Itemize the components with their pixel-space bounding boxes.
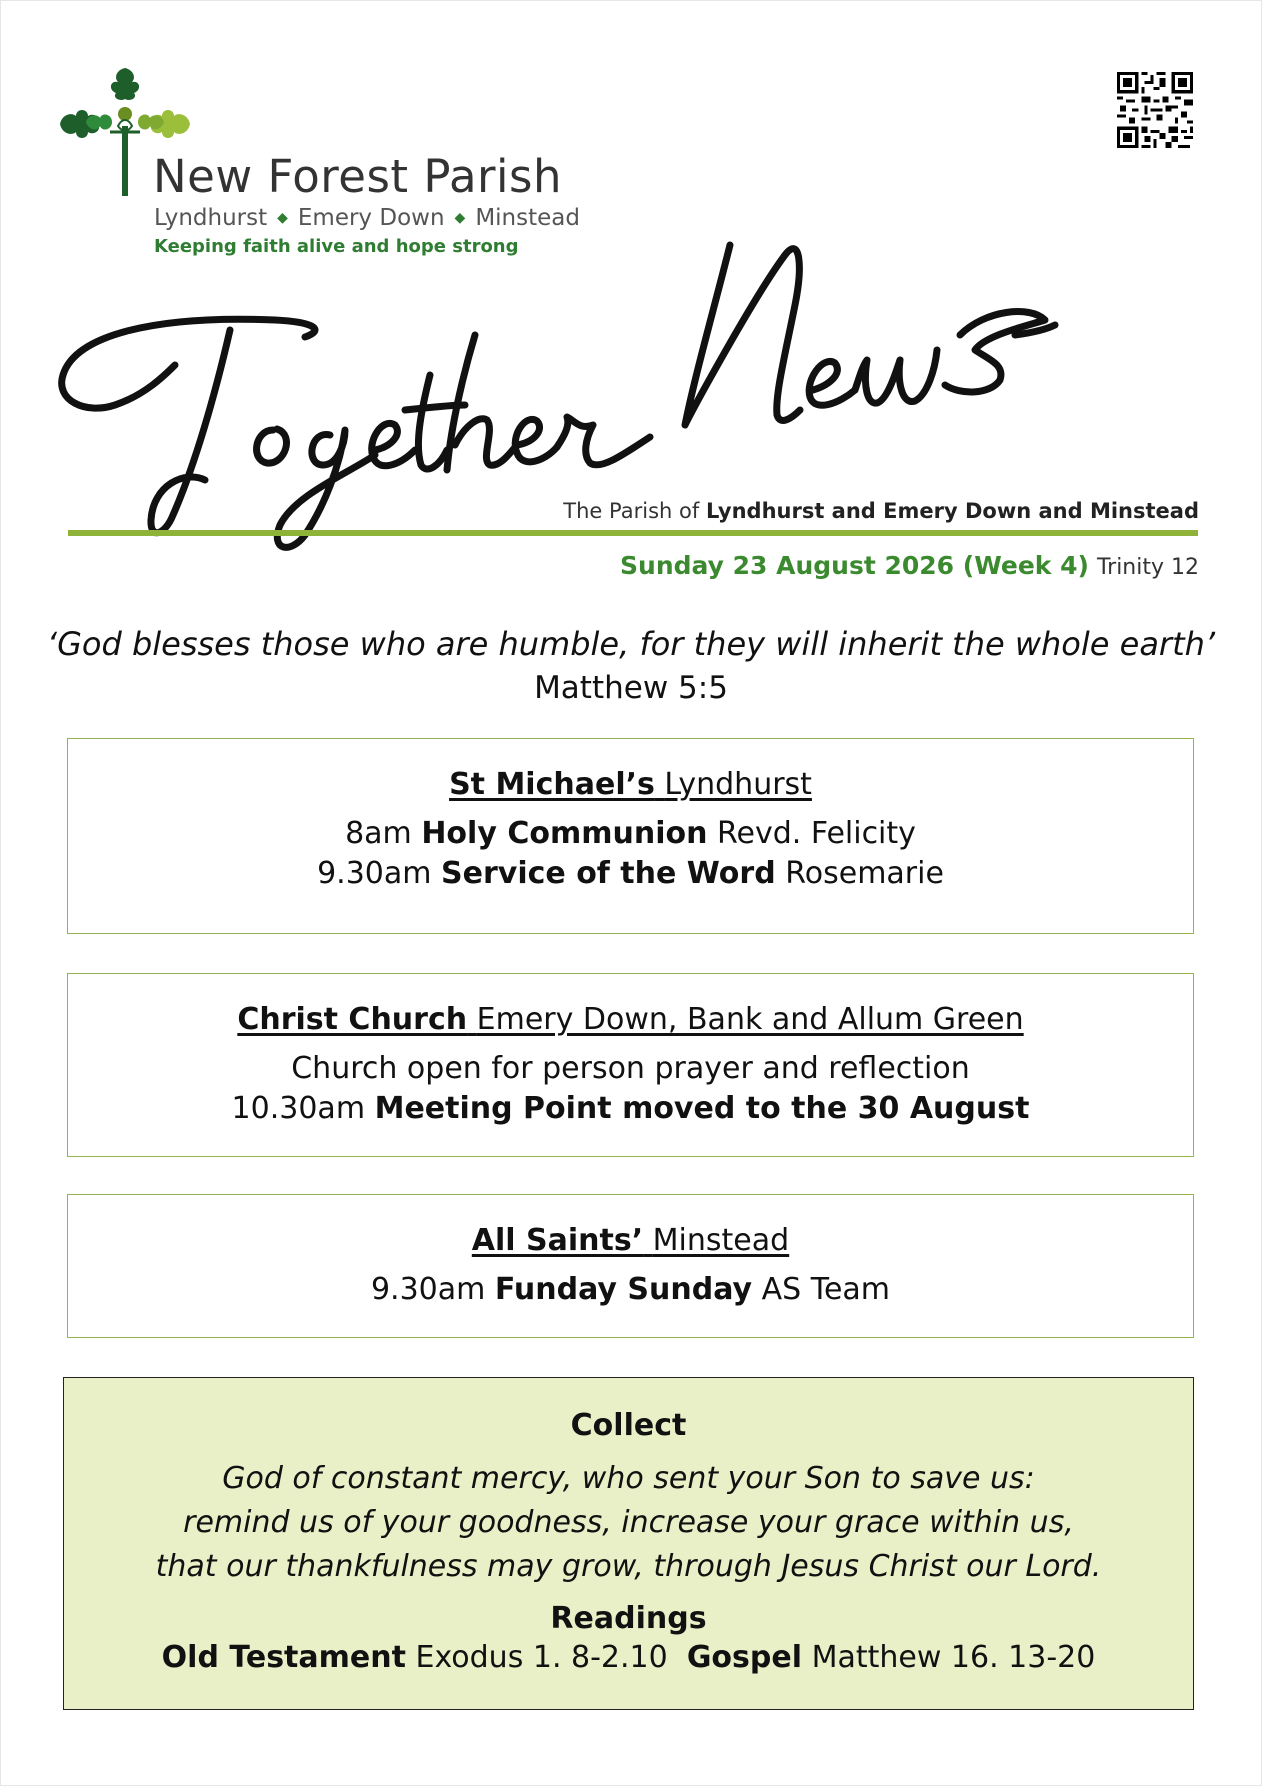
service-note: Church open for person prayer and reflection [291, 1051, 970, 1086]
service-box-christ-church [67, 973, 1194, 1157]
issue-date-line [620, 551, 1199, 580]
church-location: Lyndhurst [664, 767, 812, 802]
service-time: 10.30am [231, 1091, 366, 1126]
service-line [68, 1049, 1193, 1089]
org-tagline: Keeping faith alive and hope strong [154, 236, 519, 257]
service-line [68, 1270, 1193, 1310]
service-time: 9.30am [317, 856, 432, 891]
church-name [68, 767, 1193, 802]
service-type: Funday Sunday [494, 1272, 753, 1307]
old-testament-ref: Exodus 1. 8-2.10 [415, 1640, 668, 1675]
service-box-all-saints [67, 1194, 1194, 1338]
collect-line: remind us of your goodness, increase your grace within us, [183, 1505, 1074, 1540]
service-type: Holy Communion [421, 816, 708, 851]
service-time: 8am [345, 816, 412, 851]
collect-title: Collect [570, 1408, 687, 1443]
service-time: 9.30am [370, 1272, 486, 1307]
church-location: Minstead [652, 1223, 790, 1258]
readings-title: Readings [550, 1601, 707, 1636]
qr-code-icon[interactable] [1117, 72, 1193, 148]
service-line [68, 814, 1193, 854]
collect-line: that our thankfulness may grow, through Jesus Christ our Lord. [155, 1549, 1102, 1584]
service-leader: Revd. Felicity [717, 816, 916, 851]
church-name [68, 1223, 1193, 1258]
readings-line [64, 1636, 1193, 1680]
old-testament-label: Old Testament [161, 1640, 406, 1675]
church-name [68, 1002, 1193, 1037]
place-lyndhurst: Lyndhurst [154, 205, 268, 231]
gospel-ref: Matthew 16. 13-20 [811, 1640, 1096, 1675]
service-type: Service of the Word [441, 856, 776, 891]
parish-prefix: The Parish of [563, 499, 700, 523]
service-line [68, 1089, 1193, 1129]
bible-verse: ‘God blesses those who are humble, for they will inherit the whole earth’ [46, 625, 1216, 663]
org-name: New Forest Parish [153, 150, 563, 203]
liturgical-week: Trinity 12 [1096, 555, 1199, 580]
service-line [68, 854, 1193, 894]
church-name-bold: St Michael’s [449, 767, 655, 802]
collect-box [63, 1377, 1194, 1710]
place-minstead: Minstead [475, 205, 580, 231]
service-box-st-michaels [67, 738, 1194, 934]
collect-line: God of constant mercy, who sent your Son to save us: [222, 1461, 1035, 1496]
service-leader: AS Team [761, 1272, 891, 1307]
issue-date: Sunday 23 August 2026 (Week 4) [620, 551, 1089, 580]
church-name-bold: Christ Church [237, 1002, 468, 1037]
masthead-divider [68, 530, 1198, 536]
diamond-icon: ◆ [454, 210, 466, 226]
church-name-bold: All Saints’ [471, 1223, 644, 1258]
service-leader: Rosemarie [785, 856, 944, 891]
parish-line [563, 499, 1199, 523]
church-location: Emery Down, Bank and Allum Green [476, 1002, 1024, 1037]
service-type: Meeting Point moved to the 30 August [374, 1091, 1030, 1126]
gospel-label: Gospel [686, 1640, 803, 1675]
parish-names: Lyndhurst and Emery Down and Minstead [705, 499, 1199, 523]
diamond-icon: ◆ [277, 210, 288, 226]
verse-reference: Matthew 5:5 [534, 670, 728, 706]
place-emery-down: Emery Down [297, 205, 445, 231]
